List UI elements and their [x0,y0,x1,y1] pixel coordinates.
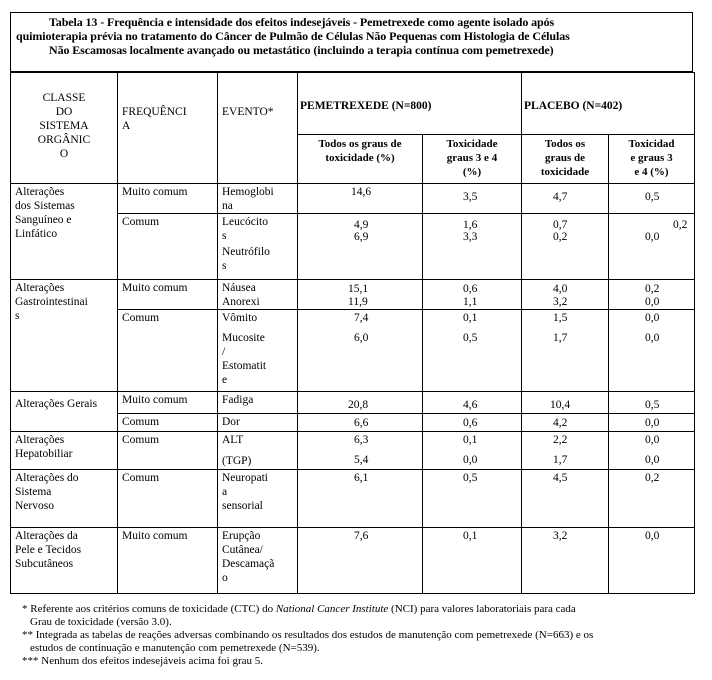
frequency-cell: Muito comum [118,392,218,414]
value-cell: 0,1 [423,528,522,594]
value-cell: 0,0 [609,414,695,432]
value-cell: 20,8 [298,392,423,414]
frequency-cell: Comum [118,214,218,280]
value-cell: 1,6 3,3 [423,214,522,280]
value-cell: 7,6 [298,528,423,594]
value-cell: 0,0 [609,528,695,594]
footnote-2: ** Integrada as tabelas de reações adversas combinando os resultados dos estudos de manutenção com pemetrexede (N=663) e os estudos de continuação e manutenção com pemetrexede (N=539). [22,629,594,654]
event-cell: ALT (TGP) [218,432,298,470]
header-placebo-toxicidade: Toxicidad e graus 3 e 4 (%) [609,135,695,184]
header-pemetrexede: PEMETREXEDE (N=800) [298,73,522,135]
header-classe: CLASSE DO SISTEMA ORGÂNIC O [11,73,118,184]
value-cell: 0,2 0,0 [609,280,695,310]
table-row [11,280,695,310]
frequency-cell: Comum [118,470,218,528]
value-cell: 0,1 0,5 [423,310,522,392]
value-cell: 4,0 3,2 [522,280,609,310]
header-pem-toxicidade: Toxicidade graus 3 e 4 (%) [423,135,522,184]
value-cell: 6,6 [298,414,423,432]
frequency-cell: Muito comum [118,280,218,310]
value-cell: 10,4 [522,392,609,414]
event-cell: Dor [218,414,298,432]
value-cell: 2,2 1,7 [522,432,609,470]
value-cell: 0,2 [609,470,695,528]
value-cell: 3,2 [522,528,609,594]
value-cell: 6,3 5,4 [298,432,423,470]
organ-class-cell: Alterações da Pele e Tecidos Subcutâneos [11,528,118,594]
table-row [11,184,695,214]
value-cell: 0,5 [609,184,695,214]
value-cell: 4,9 6,9 [298,214,423,280]
adverse-effects-table [10,72,695,594]
table-title [10,12,693,72]
event-cell: Hemoglobi na [218,184,298,214]
header-evento: EVENTO* [218,73,298,184]
value-cell: 4,2 [522,414,609,432]
title-line-1: Tabela 13 - Frequência e intensidade dos efeitos indesejáveis - Pemetrexede como agente isolado após [49,15,555,29]
value-cell: 4,5 [522,470,609,528]
table-row [11,432,695,470]
value-cell: 6,1 [298,470,423,528]
value-cell: 0,5 [423,470,522,528]
title-line-2: quimioterapia prévia no tratamento do Câncer de Pulmão de Células Não Pequenas com Histologia de Células [16,29,570,43]
header-row-1 [11,73,695,135]
organ-class-cell: Alterações Gastrointestinai s [11,280,118,392]
organ-class-cell: Alterações Gerais [11,392,118,432]
value-cell: 0,7 0,2 [522,214,609,280]
header-placebo-todos: Todos os graus de toxicidade [522,135,609,184]
table-row [11,528,695,594]
event-cell: Náusea Anorexi [218,280,298,310]
table-row [11,470,695,528]
value-cell: 1,5 1,7 [522,310,609,392]
value-cell: 0,0 0,0 [609,432,695,470]
footnotes [22,603,692,668]
frequency-cell: Muito comum [118,528,218,594]
value-cell: 0,6 1,1 [423,280,522,310]
organ-class-cell: Alterações do Sistema Nervoso [11,470,118,528]
organ-class-cell: Alterações Hepatobiliar [11,432,118,470]
table-row [11,392,695,414]
frequency-cell: Muito comum [118,184,218,214]
value-cell: 4,7 [522,184,609,214]
value-cell: 7,4 6,0 [298,310,423,392]
value-cell: 4,6 [423,392,522,414]
frequency-cell: Comum [118,414,218,432]
value-cell: 0,0 0,0 [609,310,695,392]
event-cell: Vômito Mucosite / Estomatit e [218,310,298,392]
value-cell: 0,1 0,0 [423,432,522,470]
event-cell: Neuropati a sensorial [218,470,298,528]
footnote-3: *** Nenhum dos efeitos indesejáveis acima foi grau 5. [22,655,264,667]
value-cell: 0,2 0,0 [609,214,695,280]
event-cell: Fadiga [218,392,298,414]
value-cell: 0,5 [609,392,695,414]
event-cell: Leucócito s Neutrófilo s [218,214,298,280]
event-cell: Erupção Cutânea/ Descamaçã o [218,528,298,594]
frequency-cell: Comum [118,310,218,392]
title-line-3: Não Escamosas localmente avançado ou metastático (incluindo a terapia contínua com pemetrexede) [49,43,554,57]
header-placebo: PLACEBO (N=402) [522,73,695,135]
footnote-1: * Referente aos critérios comuns de toxicidade (CTC) do National Cancer Institute (NCI) para valores laboratoriais para cada Grau de toxicidade (versão 3.0). [22,603,576,628]
header-pem-todos: Todos os graus de toxicidade (%) [298,135,423,184]
value-cell: 15,1 11,9 [298,280,423,310]
value-cell: 14,6 [298,184,423,214]
header-frequencia: FREQUÊNCI A [118,73,218,184]
organ-class-cell: Alterações dos Sistemas Sanguíneo e Linfático [11,184,118,280]
value-cell: 0,6 [423,414,522,432]
value-cell: 3,5 [423,184,522,214]
frequency-cell: Comum [118,432,218,470]
